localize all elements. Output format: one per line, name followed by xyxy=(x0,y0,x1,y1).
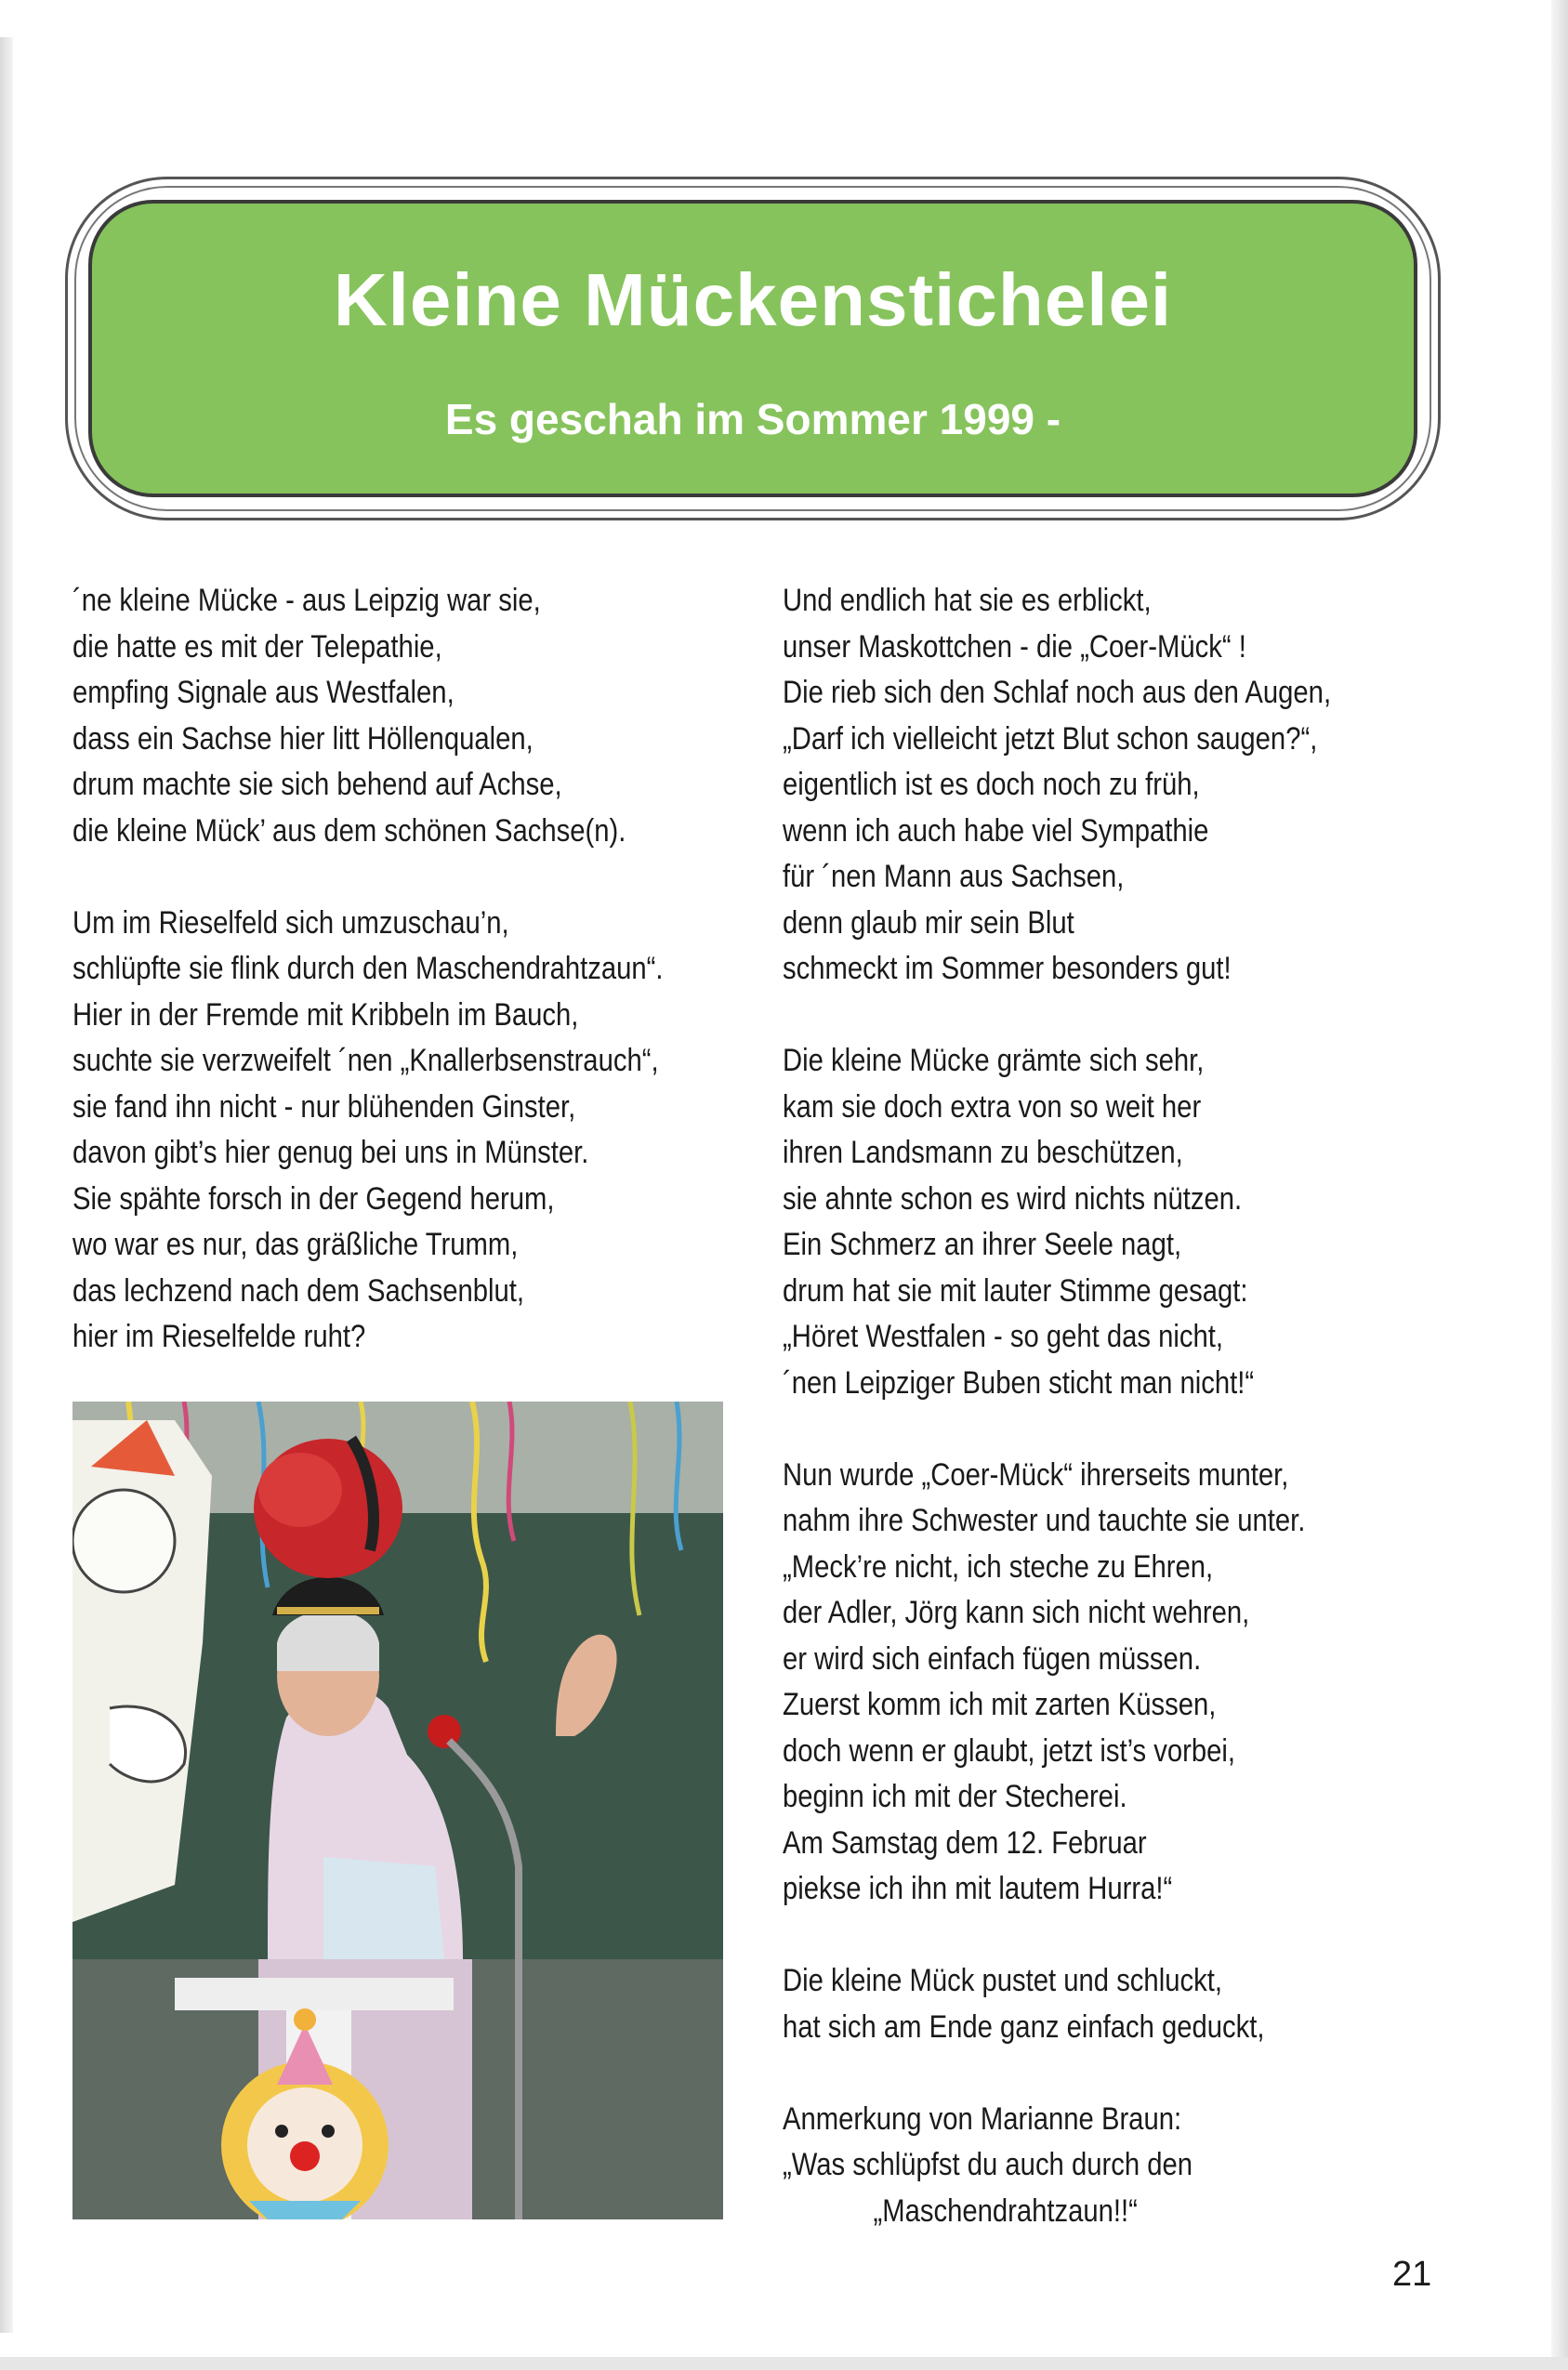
poem-line: davon gibt’s hier genug bei uns in Münster. xyxy=(72,1135,589,1170)
poem-line: Sie spähte forsch in der Gegend herum, xyxy=(72,1180,555,1217)
poem-line: unser Maskottchen - die „Coer-Mück“ ! xyxy=(783,628,1246,665)
poem-line: beginn ich mit der Stecherei. xyxy=(783,1779,1127,1814)
poem-line: er wird sich einfach fügen müssen. xyxy=(783,1640,1202,1677)
poem-line: schlüpfte sie flink durch den Maschendrahtzaun“. xyxy=(72,951,664,986)
poem-line: die kleine Mück’ aus dem schönen Sachse(n). xyxy=(72,812,626,849)
poem-stanza xyxy=(783,1038,1331,1406)
poem-line: kam sie doch extra von so weit her xyxy=(783,1088,1202,1125)
poem-line: drum machte sie sich behend auf Achse, xyxy=(72,767,562,802)
author-note-line: „Maschendrahtzaun!!“ xyxy=(783,2192,1138,2229)
author-note xyxy=(783,2097,1331,2235)
page-edge-left xyxy=(0,37,13,2333)
poem-line: Ein Schmerz an ihrer Seele nagt, xyxy=(783,1227,1182,1262)
poem-line: hier im Rieselfelde ruht? xyxy=(72,1319,366,1354)
carnival-photo xyxy=(72,1402,723,2219)
poem-stanza xyxy=(783,578,1331,993)
poem-line: Um im Rieselfeld sich umzuschau’n, xyxy=(72,904,509,941)
poem-line: ihren Landsmann zu beschützen, xyxy=(783,1135,1183,1170)
page-number: 21 xyxy=(1392,2255,1432,2294)
poem-line: nahm ihre Schwester und tauchte sie unter. xyxy=(783,1503,1306,1538)
poem-line: ´nen Leipziger Buben sticht man nicht!“ xyxy=(783,1364,1255,1401)
poem-line: „Höret Westfalen - so geht das nicht, xyxy=(783,1319,1224,1354)
poem-line: doch wenn er glaubt, jetzt ist’s vorbei, xyxy=(783,1732,1236,1769)
poem-line: Die rieb sich den Schlaf noch aus den Augen, xyxy=(783,675,1332,710)
poem-line: drum hat sie mit lauter Stimme gesagt: xyxy=(783,1272,1248,1309)
poem-line: Die kleine Mück pustet und schluckt, xyxy=(783,1963,1222,1998)
poem-line: suchte sie verzweifelt ´nen „Knallerbsenstrauch“, xyxy=(72,1043,659,1078)
poem-line: „Meck’re nicht, ich steche zu Ehren, xyxy=(783,1548,1214,1585)
poem-line: Hier in der Fremde mit Kribbeln im Bauch, xyxy=(72,996,579,1033)
poem-line: „Darf ich vielleicht jetzt Blut schon saugen?“, xyxy=(783,720,1318,757)
poem-line: für ´nen Mann aus Sachsen, xyxy=(783,859,1125,894)
poem-line: denn glaub mir sein Blut xyxy=(783,904,1074,941)
poem-line: sie ahnte schon es wird nichts nützen. xyxy=(783,1180,1243,1217)
page-edge-right xyxy=(1551,0,1568,2370)
poem-line: dass ein Sachse hier litt Höllenqualen, xyxy=(72,720,534,757)
poem-line: sie fand ihn nicht - nur blühenden Ginster, xyxy=(72,1088,576,1125)
poem-line: piekse ich ihn mit lautem Hurra!“ xyxy=(783,1871,1173,1906)
poem-stanza xyxy=(72,901,664,1361)
poem-line: Und endlich hat sie es erblickt, xyxy=(783,583,1152,618)
poem-line: Nun wurde „Coer-Mück“ ihrerseits munter, xyxy=(783,1456,1289,1493)
poem-stanza xyxy=(783,1453,1331,1913)
poem-line: die hatte es mit der Telepathie, xyxy=(72,628,442,665)
poem-line: das lechzend nach dem Sachsenblut, xyxy=(72,1272,525,1309)
poem-line: hat sich am Ende ganz einfach geduckt, xyxy=(783,2008,1265,2045)
poem-line: wo war es nur, das gräßliche Trumm, xyxy=(72,1227,519,1262)
title-banner xyxy=(88,200,1417,497)
poem-line: ´ne kleine Mücke - aus Leipzig war sie, xyxy=(72,583,541,618)
poem-left-column xyxy=(72,578,664,1406)
poem-line: Zuerst komm ich mit zarten Küssen, xyxy=(783,1687,1217,1722)
poem-line: Die kleine Mücke grämte sich sehr, xyxy=(783,1043,1205,1078)
poem-line: eigentlich ist es doch noch zu früh, xyxy=(783,767,1200,802)
poem-stanza xyxy=(72,578,664,854)
author-note-line: „Was schlüpfst du auch durch den xyxy=(783,2147,1193,2182)
poem-line: wenn ich auch habe viel Sympathie xyxy=(783,812,1209,849)
page-edge-bottom xyxy=(0,2357,1568,2370)
poem-line: der Adler, Jörg kann sich nicht wehren, xyxy=(783,1595,1250,1630)
page-title: Kleine Mückenstichelei xyxy=(333,258,1173,341)
poem-right-column xyxy=(783,578,1331,2281)
poem-line: empfing Signale aus Westfalen, xyxy=(72,675,455,710)
author-note-line: Anmerkung von Marianne Braun: xyxy=(783,2100,1182,2137)
poem-line: schmeckt im Sommer besonders gut! xyxy=(783,951,1232,986)
page-subtitle: Es geschah im Sommer 1999 - xyxy=(444,395,1061,443)
poem-line: Am Samstag dem 12. Februar xyxy=(783,1824,1147,1861)
poem-stanza xyxy=(783,1958,1331,2050)
